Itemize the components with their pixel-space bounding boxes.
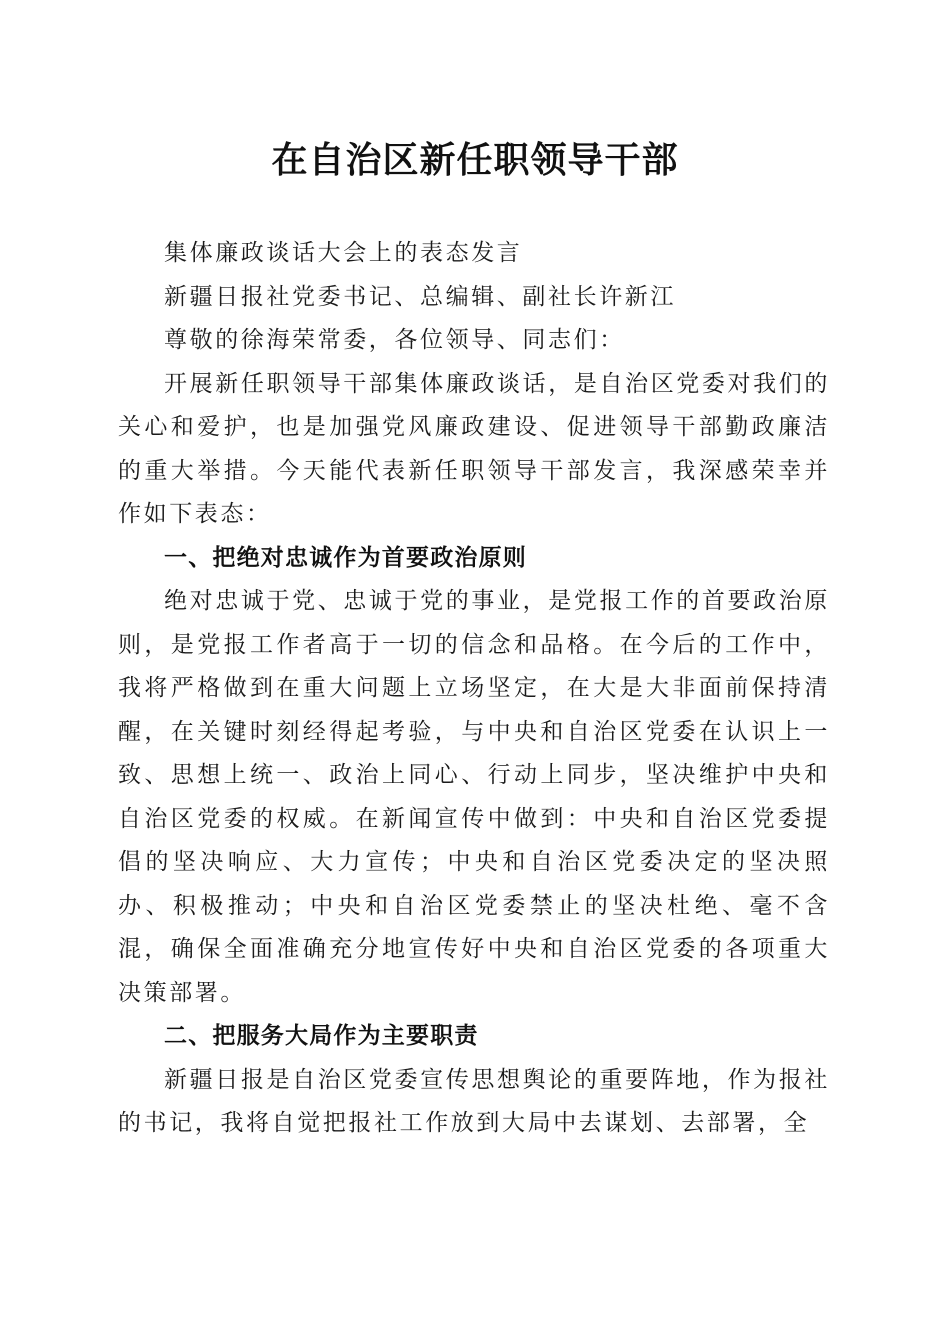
document-body: [118, 232, 830, 1146]
section-2-paragraph: 新疆日报是自治区党委宣传思想舆论的重要阵地，作为报社的书记，我将自觉把报社工作放到大局中去谋划、去部署，全: [118, 1066, 830, 1136]
author-line: 新疆日报社党委书记、总编辑、副社长许新江: [164, 283, 676, 310]
section-2-heading: 二、把服务大局作为主要职责: [164, 1023, 479, 1049]
section-1-paragraph: 绝对忠诚于党、忠诚于党的事业，是党报工作的首要政治原则，是党报工作者高于一切的信念和品格。在今后的工作中，我将严格做到在重大问题上立场坚定，在大是大非面前保持清醒，在关键时刻经得起考验，与中央和自治区党委在认识上一致、思想上统一、政治上同心、行动上同步，坚决维护中央和自治区党委的权威。在新闻宣传中做到：中央和自治区党委提倡的坚决响应、大力宣传；中央和自治区党委决定的坚决照办、积极推动；中央和自治区党委禁止的坚决杜绝、毫不含混，确保全面准确充分地宣传好中央和自治区党委的各项重大决策部署。: [118, 588, 830, 1006]
document-title: 在自治区新任职领导干部: [271, 139, 679, 181]
subtitle: 集体廉政谈话大会上的表态发言: [164, 240, 523, 266]
section-1-heading: 一、把绝对忠诚作为首要政治原则: [164, 544, 527, 571]
salutation: 尊敬的徐海荣常委，各位领导、同志们：: [164, 327, 625, 353]
intro-paragraph: 开展新任职领导干部集体廉政谈话，是自治区党委对我们的关心和爱护，也是加强党风廉政建设、促进领导干部勤政廉洁的重大举措。今天能代表新任职领导干部发言，我深感荣幸并作如下表态：: [118, 370, 830, 527]
